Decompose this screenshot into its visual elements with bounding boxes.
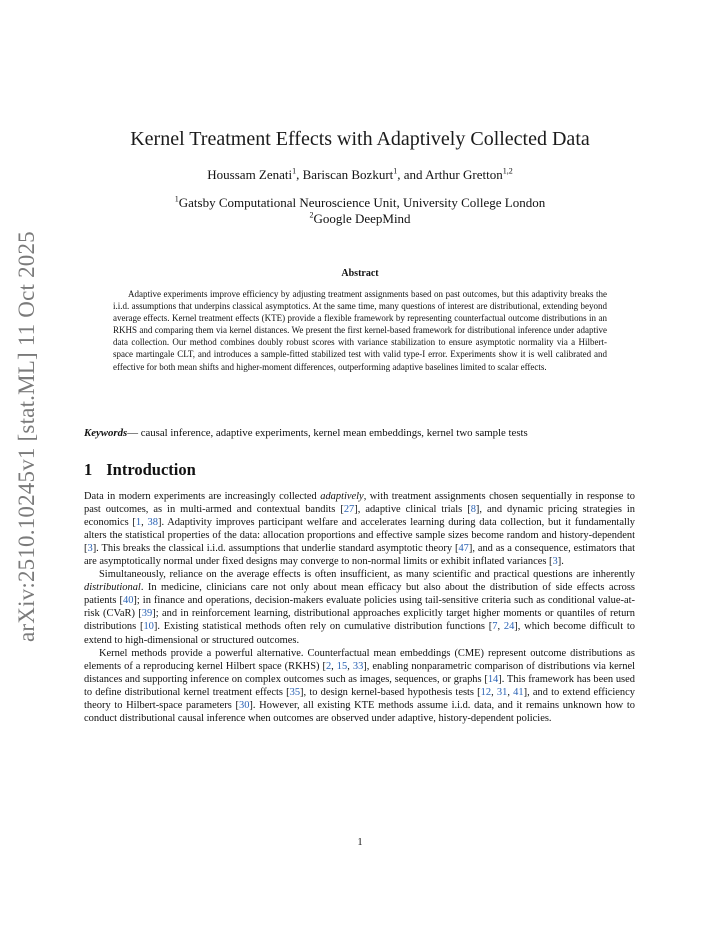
citation-link[interactable]: 30 [238, 699, 250, 711]
author-affiliation-mark: 1 [393, 166, 398, 176]
author-affiliation-mark: 1 [292, 166, 297, 176]
citation-link[interactable]: 39 [141, 608, 153, 620]
citation-link[interactable]: 41 [513, 686, 524, 698]
text-run: ], adaptive clinical trials [ [354, 504, 471, 516]
page-number: 1 [357, 837, 363, 848]
text-run: . In medicine, clinicians care not only about mean efficacy but also about the distribution of side effects across patients [ [84, 582, 635, 607]
citation-link[interactable]: 33 [352, 660, 364, 672]
introduction-body [84, 490, 635, 725]
citation-link[interactable]: 7 [492, 621, 498, 633]
text-run: ]. Adaptivity improves participant welfare and accelerates learning during data collection, but it fundamentally alters the statistical properties of the data: allocation proportions and effective sample sizes become random and history-dependent [ [84, 517, 635, 555]
citation-link[interactable]: 31 [496, 686, 508, 698]
citation-link[interactable]: 10 [143, 621, 154, 633]
author [425, 167, 513, 182]
author-name: Bariscan Bozkurt [302, 167, 394, 182]
text-run: ]; and in reinforcement learning, distributional approaches explicitly target higher moments or quantiles of return distributions [ [84, 608, 635, 633]
author-name: Houssam Zenati [207, 167, 293, 182]
citation-link[interactable]: 1 [135, 517, 142, 529]
abstract-heading: Abstract [341, 268, 379, 279]
text-run: ], and dynamic pricing strategies in economics [ [84, 504, 635, 529]
affiliation [0, 195, 720, 211]
affiliation-text: Gatsby Computational Neuroscience Unit, University College London [178, 195, 546, 210]
affiliation-mark: 1 [174, 194, 179, 204]
text-run: ], and as a consequence, estimators that are asymptotically normal under fixed designs may converge to non-normal limits or exhibit inflated variances [ [84, 543, 636, 568]
body-paragraph [84, 647, 635, 725]
author: Bariscan Bozkurt$^1$, and [302, 166, 426, 182]
text-run: , with treatment assignments chosen sequentially in response to past outcomes, as in multi-armed and contextual bandits [ [84, 491, 635, 516]
text-run: Data in modern experiments are increasingly collected [84, 491, 321, 502]
text-run: ], enabling nonparametric comparison of distributions via kernel distances and supporting inference on complex outcomes such as images, sequences, or graphs [ [84, 660, 636, 685]
keywords-label: Keywords [84, 427, 128, 439]
affiliation-list [0, 195, 720, 227]
section-title: Introduction [106, 460, 196, 479]
arxiv-stamp: arXiv:2510.10245v1 [stat.ML] 11 Oct 2025 [14, 231, 39, 642]
citation-link[interactable]: 14 [487, 673, 499, 685]
text-run: ]. However, all existing KTE methods assume i.i.d. data, and it remains unknown how to conduct distributional causal inference when outcomes are observed under adaptive, history-dependent policies. [84, 699, 636, 724]
text-run: ], to design kernel-based hypothesis tests [ [300, 686, 481, 698]
author-name: Arthur Gretton [425, 167, 503, 182]
paper-title: Kernel Treatment Effects with Adaptively Collected Data [130, 128, 590, 150]
text-run: ]. [557, 556, 564, 568]
text-run: ]. Existing statistical methods often rely on cumulative distribution functions [ [153, 621, 493, 633]
emphasis-text: adaptively [320, 491, 364, 502]
emphasis-text: distributional [84, 582, 141, 594]
citation-link[interactable]: 3 [87, 543, 93, 555]
text-run: ]. This breaks the classical i.i.d. assumptions that underlie standard asymptotic theory [ [92, 543, 459, 555]
author-list [0, 167, 720, 183]
citation-link[interactable]: 40 [122, 595, 134, 607]
author: Houssam Zenati$^1$, [207, 166, 303, 182]
keywords [84, 427, 644, 439]
citation-link[interactable]: 27 [343, 504, 355, 516]
affiliation-text: Google DeepMind [313, 211, 411, 226]
citation-link[interactable]: 12 [480, 686, 492, 698]
body-paragraph [84, 490, 635, 568]
text-run: , [491, 686, 497, 698]
text-run: , [141, 517, 148, 529]
citation-link[interactable]: 15 [336, 660, 348, 672]
author-affiliation-mark: 1,2 [502, 166, 513, 176]
text-run: ]; in finance and operations, decision-makers evaluate policies using tail-sensitive criteria such as conditional value-at-risk (CVaR) [ [84, 595, 635, 620]
citation-link[interactable]: 24 [503, 621, 515, 633]
citation-link[interactable]: 47 [458, 543, 469, 555]
text-run: ], which become difficult to extend to high-dimensional or structured outcomes. [84, 621, 635, 646]
text-run: ]. This framework has been used to define distributional kernel treatment effects [ [84, 673, 635, 698]
text-run: , [497, 621, 504, 633]
text-run: , [331, 660, 337, 672]
text-run: , [347, 660, 353, 672]
keywords-text: — causal inference, adaptive experiments, kernel mean embeddings, kernel two sample tests [127, 427, 528, 439]
citation-link[interactable]: 38 [147, 517, 158, 529]
section-number: 1 [84, 460, 93, 479]
affiliation-mark: 2 [309, 210, 314, 220]
citation-link[interactable]: 35 [289, 686, 301, 698]
citation-link[interactable]: 2 [325, 660, 332, 672]
text-run: Kernel methods provide a powerful alternative. Counterfactual mean embeddings (CME) represent outcome distributions as elements of a reproducing kernel Hilbert space (RKHS) [ [84, 647, 635, 672]
citation-link[interactable]: 8 [470, 504, 476, 516]
text-run: , [507, 686, 514, 698]
citation-link[interactable]: 3 [552, 556, 558, 568]
abstract-text: Adaptive experiments improve efficiency by adjusting treatment assignments based on past outcomes, but this adaptivity breaks the i.i.d. assumptions that underpins classical asymptotics. At the same time, many questions of interest are distributional, extending beyond average effects. Kernel treatment effects (KTE) provide a flexible framework by representing counterfactual outcome distributions in an RKHS and comparing them via kernel distances. We present the first kernel-based framework for distributional inference under adaptive data collection. Our method combines doubly robust scores with variance stabilization to ensure asymptotic normality via a Hilbert-space martingale CLT, and introduces a sample-fitted stabilized test with valid type-I error. Experiments show it is well calibrated and effective for both mean shifts and higher-moment differences, outperforming adaptive baselines limited to scalar effects. [113, 289, 607, 372]
body-paragraph [84, 568, 635, 646]
text-run: ], and to extend efficiency theory to Hilbert-space parameters [ [84, 686, 636, 711]
affiliation [0, 211, 720, 227]
section-heading [84, 460, 196, 480]
text-run: Simultaneously, reliance on the average effects is often insufficient, as many scientific and practical questions are inherently [99, 569, 635, 581]
